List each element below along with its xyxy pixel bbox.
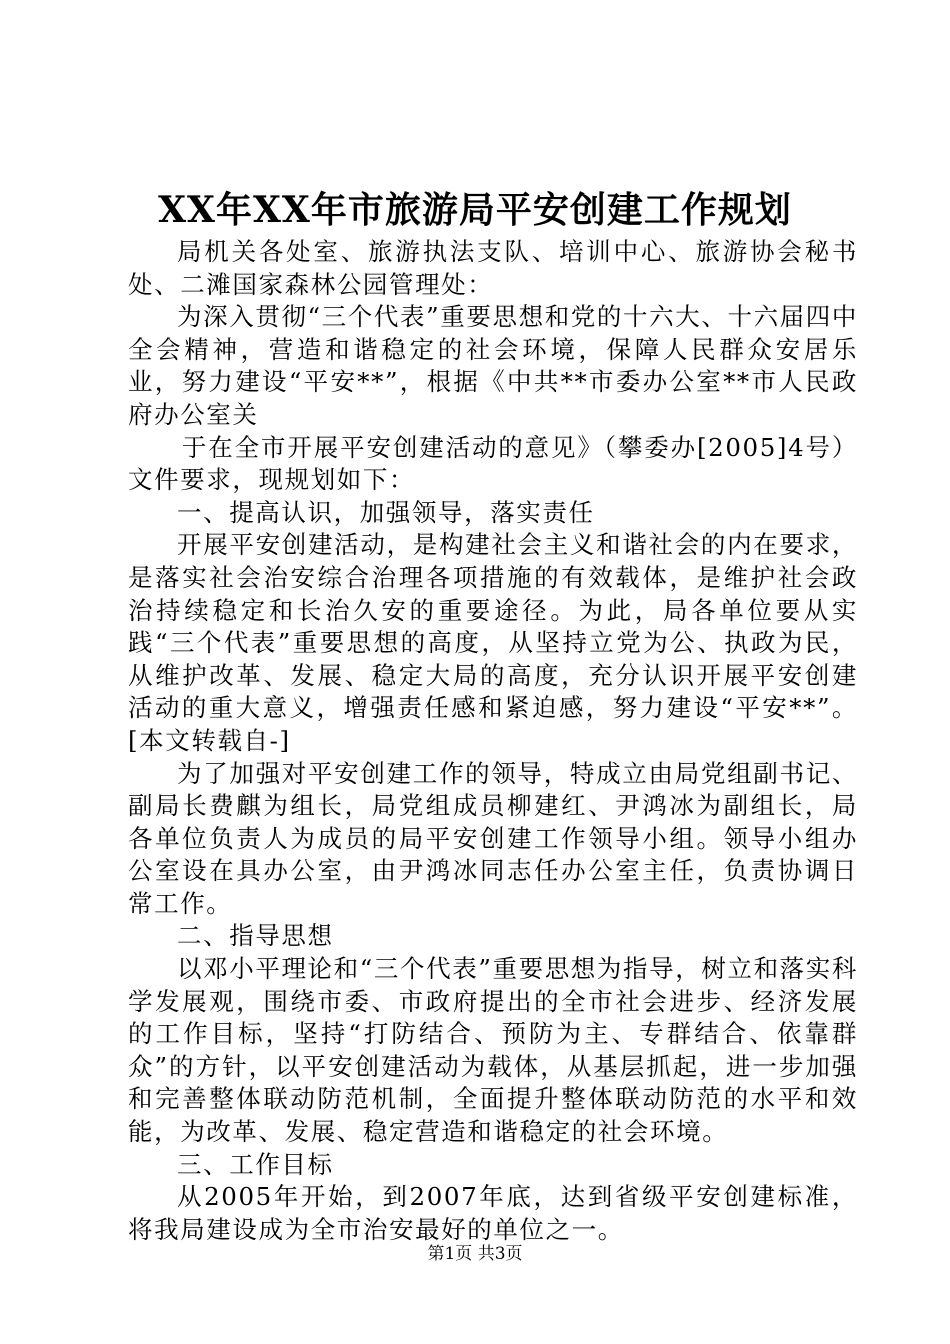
document-title: XX年XX年市旅游局平安创建工作规划 xyxy=(158,189,792,231)
section-1-paragraph-2: 为了加强对平安创建工作的领导，特成立由局党组副书记、副局长费麒为组长，局党组成员柳建红、尹鸿冰为副组长，局各单位负责人为成员的局平安创建工作领导小组。领导小组办公室设在具办公室，由尹鸿冰同志任办公室主任，负责协调日常工作。 xyxy=(128,758,858,918)
section-3-paragraph: 从2005年开始，到2007年底，达到省级平安创建标准，将我局建设成为全市治安最好的单位之一。 xyxy=(128,1182,858,1244)
section-heading-2: 二、指导思想 xyxy=(177,921,334,951)
section-1-paragraph-1: 开展平安创建活动，是构建社会主义和谐社会的内在要求，是落实社会治安综合治理各项措施的有效载体，是维护社会政治持续稳定和长治久安的重要途径。为此，局各单位要从实践“三个代表”重要思想的高度，从坚持立党为公、执政为民，从维护改革、发展、稳定大局的高度，充分认识开展平安创建活动的重大意义，增强责任感和紧迫感，努力建设“平安**”。[本文转载自-] xyxy=(128,530,858,755)
section-heading-1: 一、提高认识，加强领导，落实责任 xyxy=(177,497,595,527)
addressee-paragraph: 局机关各处室、旅游执法支队、培训中心、旅游协会秘书处、二滩国家森林公园管理处： xyxy=(128,237,858,299)
section-2-paragraph: 以邓小平理论和“三个代表”重要思想为指导，树立和落实科学发展观，围绕市委、市政府提出的全市社会进步、经济发展的工作目标，坚持“打防结合、预防为主、专群结合、依靠群众”的方针，以平安创建活动为载体，从基层抓起，进一步加强和完善整体联动防范机制，全面提升整体联动防范的水平和效能，为改革、发展、稳定营造和谐稳定的社会环境。 xyxy=(128,954,858,1147)
intro-paragraph: 为深入贯彻“三个代表”重要思想和党的十六大、十六届四中全会精神，营造和谐稳定的社会环境，保障人民群众安居乐业，努力建设“平安**”，根据《中共**市委办公室**市人民政府办公室关 xyxy=(128,302,858,429)
page-number-footer: 第1页 共3页 xyxy=(427,1244,523,1264)
intro-continuation-paragraph: 于在全市开展平安创建活动的意见》（攀委办[2005]4号）文件要求，现规划如下： xyxy=(128,432,858,495)
document-body xyxy=(128,236,858,1246)
section-heading-3: 三、工作目标 xyxy=(177,1149,334,1179)
